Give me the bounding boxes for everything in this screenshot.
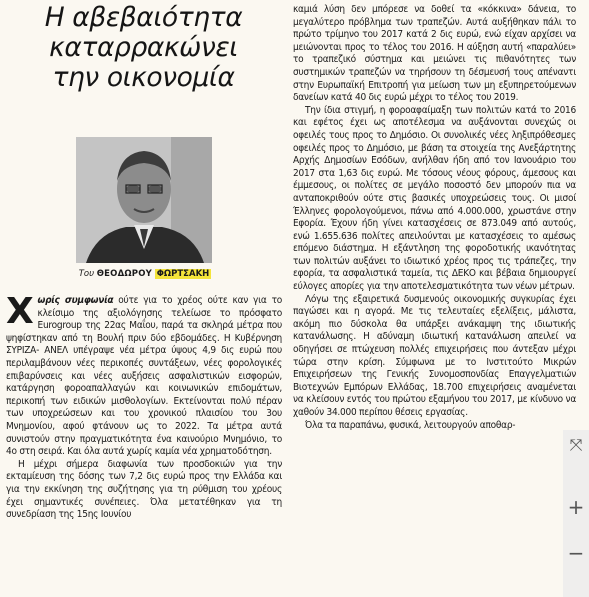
headline-line-2: καταρρακώνει bbox=[49, 32, 238, 63]
byline-prefix: Του bbox=[78, 269, 95, 279]
left-article-text bbox=[6, 291, 283, 522]
paragraph: Την ίδια στιγμή, η φοροαφαίμαξη των πολιτών κατά το 2016 και εφέτος έχει ως αποτέλεσμα να αυξάνονται συνεχώς οι οφειλές τους προς το Δημόσιο. Οι συνολικές νέες ληξιπρόθεσμες οφειλές προς το Δημόσιο, με βάση τα στοιχεία της Ανεξάρτητης Αρχής Δημοσίων Εσόδων, ανήλθαν ήδη από τον Ιανουάριο του 2017 στα 1,63 δις ευρώ. Με τόσους νέους φόρους, άμεσους και έμμεσους, οι πολίτες σε μεγάλο ποσοστό δεν μπορούν πια να ανταποκριθούν ούτε στις βασικές υποχρεώσεις τους. Οι μισοί Έλληνες φορολογούμενοι, πάνω από 4.000.000, χρωστάνε στην Εφορία. Έχουν ήδη γίνει κατασχέσεις σε 873.049 από αυτούς, ενώ 1.655.636 πολίτες απειλούνται με κατασχέσεις το αμέσως επόμενο διάστημα. Η εξάντληση της φοροδοτικής ικανότητας των πολιτών αυξάνει το ιδιωτικό χρέος προς τις τράπεζες, την εφορία, τα ασφαλιστικά ταμεία, τις ΔΕΚΟ και βέβαια δημιουργεί εύλογες απορίες για την αποτελεσματικότητα των νέων μέτρων. bbox=[293, 104, 576, 293]
byline bbox=[70, 269, 220, 279]
paragraph: Λόγω της εξαιρετικά δυσμενούς οικονομικής συγκυρίας έχει παγώσει και η αγορά. Με τις τελευταίες εξελίξεις, μάλιστα, ακόμη πιο δύσκολα θα υπάρξει ανάκαμψη της ιδιωτικής κατανάλωσης. Η αδύναμη ιδιωτική κατανάλωση απειλεί να οδηγήσει σε πτώχευση πολλές επιχειρήσεις που άντεξαν μέχρι τώρα στην κρίση. Σύμφωνα με το Ινστιτούτο Μικρών Επιχειρήσεων της Γενικής Συνομοσπονδίας Επαγγελματιών Βιοτεχνών Εμπόρων Ελλάδας, 18.700 επιχειρήσεις αναμένεται να κλείσουν εντός του πρώτου εξαμήνου του 2017, με κίνδυνο να χαθούν 34.000 περίπου θέσεις εργασίας. bbox=[293, 293, 576, 418]
drop-cap: Χ bbox=[6, 291, 34, 332]
right-column bbox=[293, 0, 578, 597]
article-headline bbox=[6, 3, 281, 93]
right-article-text bbox=[293, 4, 576, 432]
left-column bbox=[0, 0, 287, 597]
paragraph-text: ούτε για το χρέος ούτε καν για το κλείσιμο της αξιολόγησης τελείωσε το πρόσφατο Eurogroup της 22ας Μαΐου, παρά τα σκληρά μέτρα που ψηφίστηκαν από τη Βουλή πριν δύο εβδομάδες. Η Κυβέρνηση ΣΥΡΙΖΑ- ΑΝΕΛ υπέγραψε νέα μέτρα ύψους 4,9 δις ευρώ που περιλαμβάνουν νέες περικοπές συντάξεων, νέες φορολογικές επιβαρύνσεις και νέες αυξήσεις ασφαλιστικών εισφορών, κατάργηση φοροαπαλλαγών και κοινωνικών επιδομάτων, περικοπή των ειδικών μισθολογίων. Εκτείνονται πολύ πέραν των υποχρεώσεων και του χρονικού πλαισίου του 3ου Μνημονίου, αφού φτάνουν ως το 2022. Τα μέτρα αυτά συνιστούν στην πραγματικότητα ένα καινούριο Μνημόνιο, το 4ο στη σειρά. Και όλα αυτά χωρίς καμία νέα χρηματοδότηση. bbox=[6, 295, 283, 458]
zoom-in-button[interactable]: + bbox=[567, 495, 585, 519]
lead-words: ωρίς συμφωνία bbox=[37, 295, 114, 306]
fit-page-icon[interactable]: ⤧ bbox=[569, 435, 583, 454]
headline-line-1: Η αβεβαιότητα bbox=[44, 2, 243, 33]
paragraph: Όλα τα παραπάνω, φυσικά, λειτουργούν αποθαρ- bbox=[305, 419, 516, 431]
headline-line-3: την οικονομία bbox=[52, 62, 235, 93]
paragraph: Η μέχρι σήμερα διαφωνία των προσδοκιών για την εκταμίευση της δόσης των 7,2 δις ευρώ προς την Ελλάδα και για την εκκίνηση της συζήτησης για τη ρύθμιση του χρέους έχει σημαντικές συνέπειες. Όλα μετατέθηκαν για τη συνεδρίαση της 15ης Ιουνίου bbox=[6, 458, 282, 521]
zoom-controls bbox=[563, 430, 589, 597]
author-portrait-image bbox=[76, 137, 212, 263]
zoom-out-button[interactable]: − bbox=[567, 541, 585, 565]
author-photo bbox=[76, 137, 212, 263]
paragraph: καμιά λύση δεν μπόρεσε να δοθεί τα «κόκκινα» δάνεια, το μεγαλύτερο πρόβλημα των τραπεζών. Αυτά αυξήθηκαν πάλι το πρώτο τρίμηνο του 2017 κατά 2 δις ευρώ, ενώ είχαν αρχίσει να μειώνονται προς το τέλος του 2016. Η αύξηση αυτή «παραλύει» το τραπεζικό σύστημα και μειώνει τις πιθανότητες των συστημικών τραπεζών να τηρήσουν τη δέσμευσή τους απέναντι στην Ευρωπαϊκή Επιτροπή για μείωση των μη εξυπηρετούμενων δανείων κατά 40 δις ευρώ μέχρι το τέλος του 2019. bbox=[293, 4, 576, 104]
byline-first-name: ΘΕΟΔΩΡΟΥ bbox=[96, 269, 152, 279]
byline-last-name: ΦΩΡΤΣΑΚΗ bbox=[156, 269, 210, 279]
paragraph bbox=[6, 291, 283, 459]
